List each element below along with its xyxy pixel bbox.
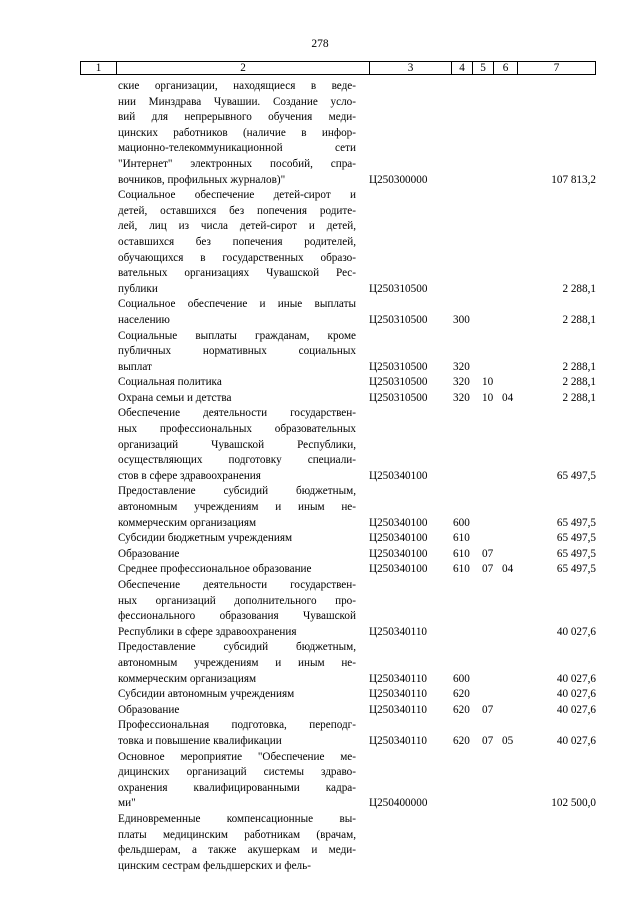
- table-row: [0, 687, 640, 703]
- description-line: Субсидии бюджетным учреждениям: [118, 532, 293, 545]
- row-description: [118, 297, 356, 328]
- description-line: Образование: [118, 547, 180, 560]
- description-line: населению: [118, 313, 170, 326]
- table-row: [0, 640, 640, 687]
- row-description: [118, 562, 356, 578]
- header-col-6: 6: [494, 62, 518, 74]
- expense-type: 610: [453, 532, 470, 545]
- description-line: "Интернет" электронных пособий, спра-: [118, 157, 356, 170]
- description-line: оставшихся без попечения родителей,: [118, 235, 356, 248]
- header-col-1: 1: [81, 62, 117, 74]
- section: 10: [482, 391, 494, 404]
- description-line: Социальное обеспечение детей-сирот и: [118, 189, 356, 202]
- section: 07: [482, 547, 494, 560]
- amount: 65 497,5: [556, 532, 596, 545]
- table-row: [0, 718, 640, 749]
- description-line: Единовременные компенсационные вы-: [118, 812, 356, 825]
- table-row: [0, 531, 640, 547]
- amount: 40 027,6: [556, 703, 596, 716]
- description-line: стов в сфере здравоохранения: [118, 469, 261, 482]
- description-line: Социальное обеспечение и иные выплаты: [118, 298, 356, 311]
- description-line: лей, лиц из числа детей-сирот и детей,: [118, 220, 356, 233]
- amount: 2 288,1: [562, 360, 596, 373]
- description-line: Предоставление субсидий бюджетным,: [118, 485, 356, 498]
- description-line: платы медицинским работникам (врачам,: [118, 828, 356, 841]
- description-line: цинским сестрам фельдшерских и фель-: [118, 859, 311, 872]
- target-code: Ц250340100: [369, 563, 428, 576]
- table-row: [0, 391, 640, 407]
- amount: 65 497,5: [556, 516, 596, 529]
- description-line: дицинских организаций системы здраво-: [118, 766, 356, 779]
- row-description: [118, 79, 356, 188]
- target-code: Ц250340100: [369, 532, 428, 545]
- description-line: вательных организациях Чувашской Рес-: [118, 267, 356, 280]
- description-line: осуществляющих подготовку специали-: [118, 454, 356, 467]
- description-line: детей, оставшихся без попечения родите-: [118, 204, 356, 217]
- table-row: [0, 578, 640, 640]
- expense-type: 300: [453, 313, 470, 326]
- amount: 2 288,1: [562, 313, 596, 326]
- description-line: Республики в сфере здравоохранения: [118, 625, 297, 638]
- amount: 2 288,1: [562, 391, 596, 404]
- table-row: [0, 562, 640, 578]
- table-row: [0, 375, 640, 391]
- row-description: [118, 375, 356, 391]
- table-row: [0, 188, 640, 297]
- expense-type: 610: [453, 563, 470, 576]
- target-code: Ц250310500: [369, 282, 428, 295]
- target-code: Ц250310500: [369, 313, 428, 326]
- target-code: Ц250340110: [369, 625, 428, 638]
- row-description: [118, 703, 356, 719]
- target-code: Ц250340110: [369, 703, 428, 716]
- row-description: [118, 718, 356, 749]
- row-description: [118, 812, 356, 874]
- expense-type: 620: [453, 734, 470, 747]
- target-code: Ц250310500: [369, 391, 428, 404]
- section: 07: [482, 734, 494, 747]
- target-code: Ц250300000: [369, 173, 428, 186]
- target-code: Ц250340100: [369, 516, 428, 529]
- target-code: Ц250400000: [369, 797, 428, 810]
- row-description: [118, 547, 356, 563]
- table-row: [0, 812, 640, 874]
- description-line: охранения квалифицированными кадра-: [118, 781, 356, 794]
- amount: 40 027,6: [556, 672, 596, 685]
- description-line: публичных нормативных социальных: [118, 345, 356, 358]
- target-code: Ц250340110: [369, 672, 428, 685]
- target-code: Ц250340100: [369, 547, 428, 560]
- description-line: Субсидии автономным учреждениям: [118, 688, 295, 701]
- description-line: Среднее профессиональное образование: [118, 563, 312, 576]
- table-body: [0, 79, 640, 874]
- amount: 2 288,1: [562, 282, 596, 295]
- description-line: ские организации, находящиеся в веде-: [118, 80, 356, 92]
- description-line: выплат: [118, 360, 152, 373]
- amount: 40 027,6: [556, 625, 596, 638]
- target-code: Ц250310500: [369, 376, 428, 389]
- row-description: [118, 391, 356, 407]
- target-code: Ц250340110: [369, 688, 428, 701]
- row-description: [118, 531, 356, 547]
- page-number: 278: [311, 38, 329, 50]
- row-description: [118, 329, 356, 376]
- subsection: 05: [502, 734, 514, 747]
- row-description: [118, 687, 356, 703]
- table-row: [0, 484, 640, 531]
- row-description: [118, 578, 356, 640]
- description-line: коммерческим организациям: [118, 516, 257, 529]
- header-col-3: 3: [370, 62, 452, 74]
- description-line: Основное мероприятие "Обеспечение ме-: [118, 750, 356, 763]
- target-code: Ц250340100: [369, 469, 428, 482]
- description-line: товка и повышение квалификации: [118, 734, 282, 747]
- table-row: [0, 703, 640, 719]
- row-description: [118, 640, 356, 687]
- table-row: [0, 297, 640, 328]
- table-row: [0, 79, 640, 188]
- description-line: фельдшерам, а также акушеркам и меди-: [118, 844, 356, 857]
- subsection: 04: [502, 391, 514, 404]
- header-col-5: 5: [473, 62, 494, 74]
- table-row: [0, 547, 640, 563]
- description-line: коммерческим организациям: [118, 672, 257, 685]
- amount: 2 288,1: [562, 376, 596, 389]
- target-code: Ц250340110: [369, 734, 428, 747]
- amount: 65 497,5: [556, 563, 596, 576]
- section: 07: [482, 703, 494, 716]
- amount: 65 497,5: [556, 547, 596, 560]
- description-line: Профессиональная подготовка, переподг-: [118, 719, 356, 732]
- description-line: фессионального образования Чувашской: [118, 610, 356, 623]
- row-description: [118, 406, 356, 484]
- row-description: [118, 750, 356, 812]
- expense-type: 320: [453, 376, 470, 389]
- description-line: вочников, профильных журналов)": [118, 173, 286, 186]
- table-header: [80, 61, 596, 75]
- description-line: Социальные выплаты гражданам, кроме: [118, 329, 356, 342]
- section: 10: [482, 376, 494, 389]
- description-line: Социальная политика: [118, 376, 222, 389]
- amount: 40 027,6: [556, 734, 596, 747]
- description-line: организаций Чувашской Республики,: [118, 438, 356, 451]
- header-col-7: 7: [553, 62, 560, 74]
- row-description: [118, 484, 356, 531]
- expense-type: 320: [453, 360, 470, 373]
- expense-type: 320: [453, 391, 470, 404]
- table-row: [0, 406, 640, 484]
- amount: 102 500,0: [551, 797, 596, 810]
- expense-type: 620: [453, 688, 470, 701]
- section: 07: [482, 563, 494, 576]
- description-line: ных организаций дополнительного про-: [118, 594, 356, 607]
- description-line: цинских работников (наличие в инфор-: [118, 126, 356, 139]
- description-line: Обеспечение деятельности государствен-: [118, 579, 356, 591]
- description-line: Образование: [118, 703, 180, 716]
- description-line: ми": [118, 797, 136, 810]
- amount: 107 813,2: [551, 173, 596, 186]
- amount: 65 497,5: [556, 469, 596, 482]
- table-row: [0, 750, 640, 812]
- description-line: автономным учреждениям и иным не-: [118, 501, 356, 514]
- description-line: Предоставление субсидий бюджетным,: [118, 641, 356, 654]
- description-line: публики: [118, 282, 158, 295]
- header-col-4: 4: [452, 62, 473, 74]
- expense-type: 600: [453, 672, 470, 685]
- description-line: мационно-телекоммуникационной сети: [118, 142, 356, 155]
- subsection: 04: [502, 563, 514, 576]
- header-col-2: 2: [117, 62, 370, 74]
- description-line: обучающихся в государственных образо-: [118, 251, 356, 264]
- description-line: вий для непрерывного обучения меди-: [118, 111, 356, 124]
- description-line: нии Минздрава Чувашии. Создание усло-: [118, 95, 356, 108]
- description-line: Обеспечение деятельности государствен-: [118, 407, 356, 420]
- description-line: автономным учреждениям и иным не-: [118, 656, 356, 669]
- expense-type: 600: [453, 516, 470, 529]
- table-row: [0, 329, 640, 376]
- description-line: ных профессиональных образовательных: [118, 423, 356, 436]
- amount: 40 027,6: [556, 688, 596, 701]
- row-description: [118, 188, 356, 297]
- expense-type: 610: [453, 547, 470, 560]
- expense-type: 620: [453, 703, 470, 716]
- target-code: Ц250310500: [369, 360, 428, 373]
- description-line: Охрана семьи и детства: [118, 391, 232, 404]
